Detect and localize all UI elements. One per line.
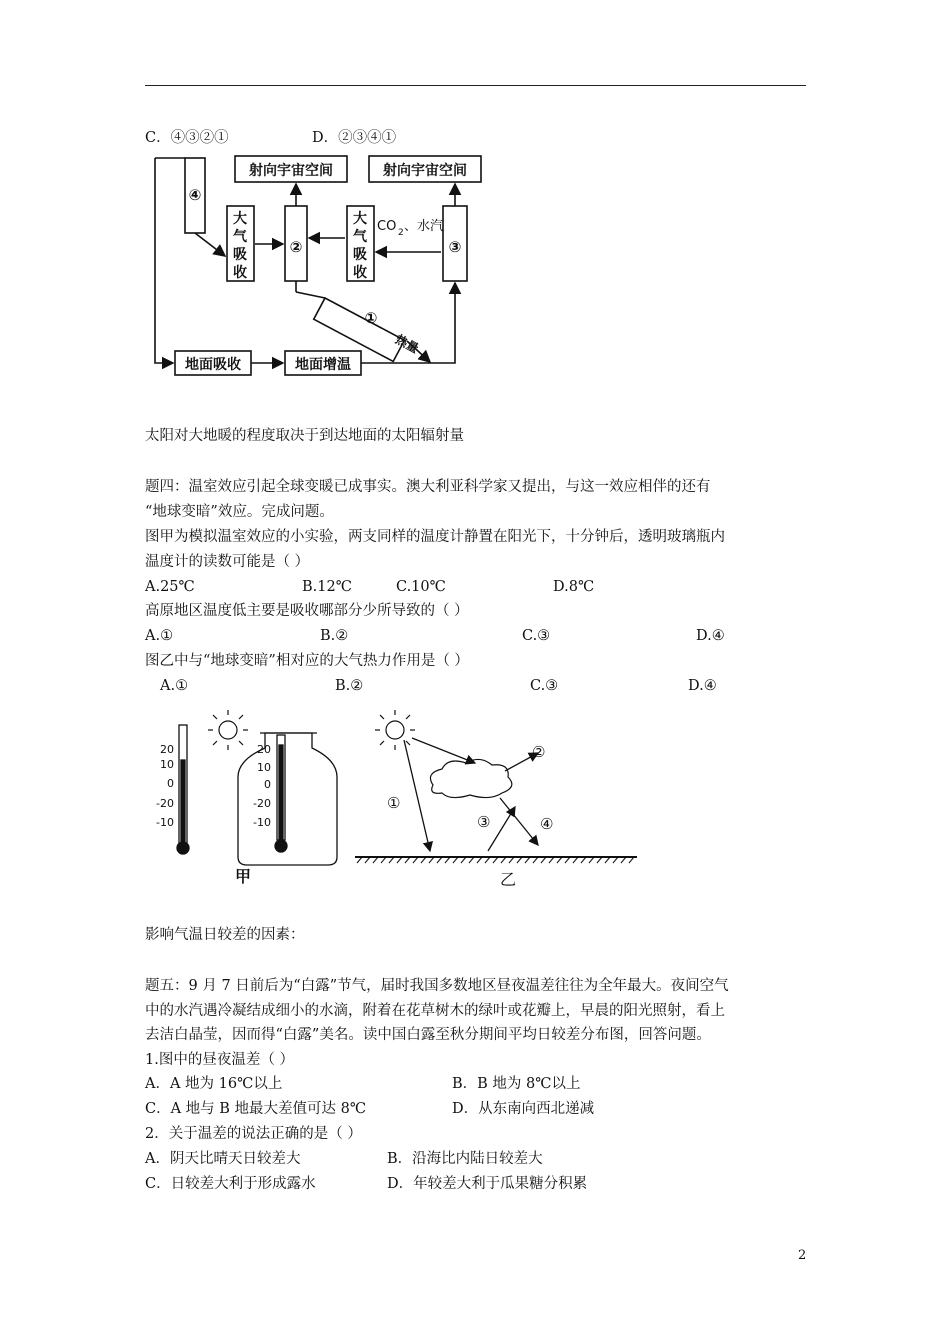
q5s1-c: C．A 地与 B 地最大差值可达 8℃ xyxy=(145,1101,367,1117)
label-2: ② xyxy=(289,238,303,256)
atm-absorb-r-2: 气 xyxy=(353,229,367,245)
tick-l-0: 20 xyxy=(160,743,174,756)
ground-warm-box: 地面增温 xyxy=(295,357,351,373)
atm-absorb-l-4: 收 xyxy=(233,265,247,281)
heat-flow-diagram xyxy=(145,148,505,383)
atm-absorb-l-1: 大 xyxy=(233,211,247,227)
note-solar: 太阳对大地暖的程度取决于到达地面的太阳辐射量 xyxy=(145,428,464,444)
q4-line-2: “地球变暗”效应。完成问题。 xyxy=(145,504,334,520)
atm-absorb-r-3: 吸 xyxy=(353,247,367,263)
cloud-icon xyxy=(430,759,511,797)
q4-line-4: 温度计的读数可能是（ ） xyxy=(145,554,310,570)
space-box-right: 射向宇宙空间 xyxy=(383,163,467,179)
co2-label: CO xyxy=(377,219,397,234)
q5s1-b: B．B 地为 8℃以上 xyxy=(452,1076,581,1092)
label-1: ① xyxy=(364,309,378,327)
arrow-label-1: ① xyxy=(387,794,401,812)
space-box-left: 射向宇宙空间 xyxy=(249,163,333,179)
tick-r-4: -10 xyxy=(253,816,271,829)
q4a3-c: C.③ xyxy=(530,678,559,694)
q4a1-a: A.25℃ xyxy=(145,579,195,595)
q4a2-a: A.① xyxy=(145,628,174,644)
tick-r-3: -20 xyxy=(253,797,271,810)
q4a3-b: B.② xyxy=(335,678,364,694)
header-rule xyxy=(145,85,806,86)
q4a2-b: B.② xyxy=(320,628,349,644)
page-number: 2 xyxy=(798,1248,807,1263)
thermometer-bottle xyxy=(275,735,287,852)
tick-r-0: 20 xyxy=(257,743,271,756)
q4-line-1: 题四：温室效应引起全球变暖已成事实。澳大利亚科学家又提出，与这一效应相伴的还有 xyxy=(145,479,711,495)
q4a1-d: D.8℃ xyxy=(553,579,595,595)
q5-line-1: 题五：9 月 7 日前后为“白露”节气，届时我国多数地区昼夜温差往往为全年最大。夜间空气 xyxy=(145,978,729,994)
q4a3-d: D.④ xyxy=(688,678,717,694)
q3-option-d: D．②③④① xyxy=(312,130,397,146)
q5-line-3: 去洁白晶莹，因而得“白露”美名。读中国白露至秋分期间平均日较差分布图，回答问题。 xyxy=(145,1027,711,1043)
greenhouse-diagram xyxy=(150,705,640,895)
thermometer-outdoor xyxy=(177,725,189,854)
q4a2-c: C.③ xyxy=(522,628,551,644)
atm-absorb-l-2: 气 xyxy=(233,229,247,245)
tick-l-3: -20 xyxy=(156,797,174,810)
ground-absorb-box: 地面吸收 xyxy=(185,357,241,373)
q5s2-c: C．日较差大利于形成露水 xyxy=(145,1176,316,1192)
q4a3-a: A.① xyxy=(160,678,189,694)
q5-line-2: 中的水汽遇冷凝结成细小的水滴，附着在花草树木的绿叶或花瓣上，早晨的阳光照射，看上 xyxy=(145,1003,725,1019)
q5s2-a: A．阴天比晴天日较差大 xyxy=(145,1151,301,1167)
q5s2-d: D．年较差大利于瓜果糖分积累 xyxy=(387,1176,588,1192)
q5s1-a: A．A 地为 16℃以上 xyxy=(145,1076,283,1092)
q5-sub-1: 1.图中的昼夜温差（ ） xyxy=(145,1052,294,1068)
label-jia: 甲 xyxy=(235,867,252,886)
label-yi: 乙 xyxy=(500,870,517,889)
label-3: ③ xyxy=(448,238,462,256)
note-daily-range: 影响气温日较差的因素： xyxy=(145,927,305,943)
q5-sub-2: 2．关于温差的说法正确的是（ ） xyxy=(145,1126,362,1142)
q5s1-d: D．从东南向西北递减 xyxy=(452,1101,595,1117)
atm-absorb-l-3: 吸 xyxy=(233,247,247,263)
tick-l-2: 0 xyxy=(167,777,174,790)
atm-absorb-r-1: 大 xyxy=(353,211,367,227)
sun-icon xyxy=(208,710,248,750)
q3-option-c: C．④③②① xyxy=(145,130,229,146)
tick-r-1: 10 xyxy=(257,761,271,774)
q4-line-5: 高原地区温度低主要是吸收哪部分少所导致的（ ） xyxy=(145,603,469,619)
arrow-label-2: ② xyxy=(532,743,546,761)
q4a2-d: D.④ xyxy=(696,628,725,644)
heat-label: 热量 xyxy=(393,332,421,356)
atm-absorb-r-4: 收 xyxy=(353,265,367,281)
arrow-label-4: ④ xyxy=(540,815,554,833)
q4a1-b: B.12℃ xyxy=(302,579,352,595)
tick-r-2: 0 xyxy=(264,778,271,791)
co2-sub: 2 xyxy=(398,228,404,238)
q4a1-c: C.10℃ xyxy=(396,579,446,595)
arrow-label-3: ③ xyxy=(477,813,491,831)
label-4: ④ xyxy=(188,186,202,204)
sun-icon-right xyxy=(375,710,415,750)
co2-rest: 、水汽 xyxy=(404,219,444,234)
tick-l-4: -10 xyxy=(156,816,174,829)
q4-line-6: 图乙中与“地球变暗”相对应的大气热力作用是（ ） xyxy=(145,653,469,669)
q5s2-b: B．沿海比内陆日较差大 xyxy=(387,1151,543,1167)
tick-l-1: 10 xyxy=(160,758,174,771)
q4-line-3: 图甲为模拟温室效应的小实验，两支同样的温度计静置在阳光下，十分钟后，透明玻璃瓶内 xyxy=(145,529,725,545)
